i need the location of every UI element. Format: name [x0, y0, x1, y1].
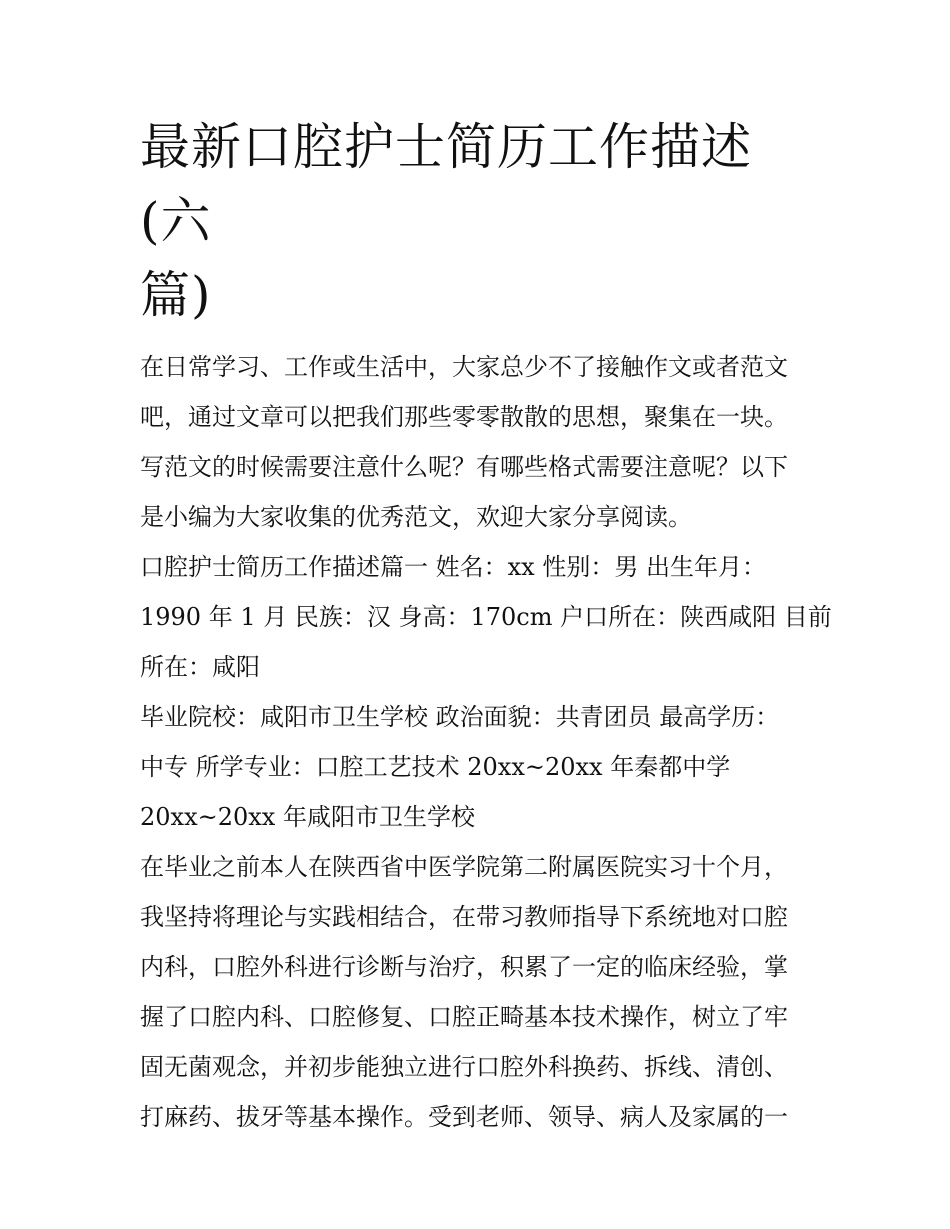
paragraph-personal-info	[140, 542, 832, 692]
title-line: 篇)	[140, 266, 212, 324]
paragraph-education	[140, 692, 820, 842]
text-line: 20xx~20xx 年咸阳市卫生学校	[140, 803, 475, 831]
text-line: 1990 年 1 月 民族：汉 身高：170cm 户口所在：陕西咸阳 目前	[140, 603, 832, 631]
text-line: 打麻药、拔牙等基本操作。受到老师、领导、病人及家属的一	[140, 1103, 788, 1131]
text-line: 握了口腔内科、口腔修复、口腔正畸基本技术操作，树立了牢	[140, 1003, 788, 1031]
text-line: 在毕业之前本人在陕西省中医学院第二附属医院实习十个月，	[140, 853, 788, 881]
document-title	[140, 110, 820, 332]
text-line: 中专 所学专业：口腔工艺技术 20xx~20xx 年秦都中学	[140, 753, 731, 781]
text-line: 在日常学习、工作或生活中，大家总少不了接触作文或者范文	[140, 353, 788, 381]
text-line: 毕业院校：咸阳市卫生学校 政治面貌：共青团员 最高学历：	[140, 703, 780, 731]
paragraph-intro	[140, 342, 820, 542]
title-line: 最新口腔护士简历工作描述(六	[140, 118, 752, 250]
text-line: 写范文的时候需要注意什么呢？有哪些格式需要注意呢？以下	[140, 453, 788, 481]
paragraph-internship	[140, 842, 820, 1142]
text-line: 口腔护士简历工作描述篇一 姓名：xx 性别：男 出生年月：	[140, 553, 766, 581]
text-line: 是小编为大家收集的优秀范文，欢迎大家分享阅读。	[140, 503, 692, 531]
text-line: 我坚持将理论与实践相结合，在带习教师指导下系统地对口腔	[140, 903, 788, 931]
text-line: 吧，通过文章可以把我们那些零零散散的思想，聚集在一块。	[140, 403, 788, 431]
document-page	[140, 110, 832, 1142]
text-line: 固无菌观念，并初步能独立进行口腔外科换药、拆线、清创、	[140, 1053, 788, 1081]
text-line: 所在：咸阳	[140, 653, 260, 681]
text-line: 内科，口腔外科进行诊断与治疗，积累了一定的临床经验，掌	[140, 953, 788, 981]
